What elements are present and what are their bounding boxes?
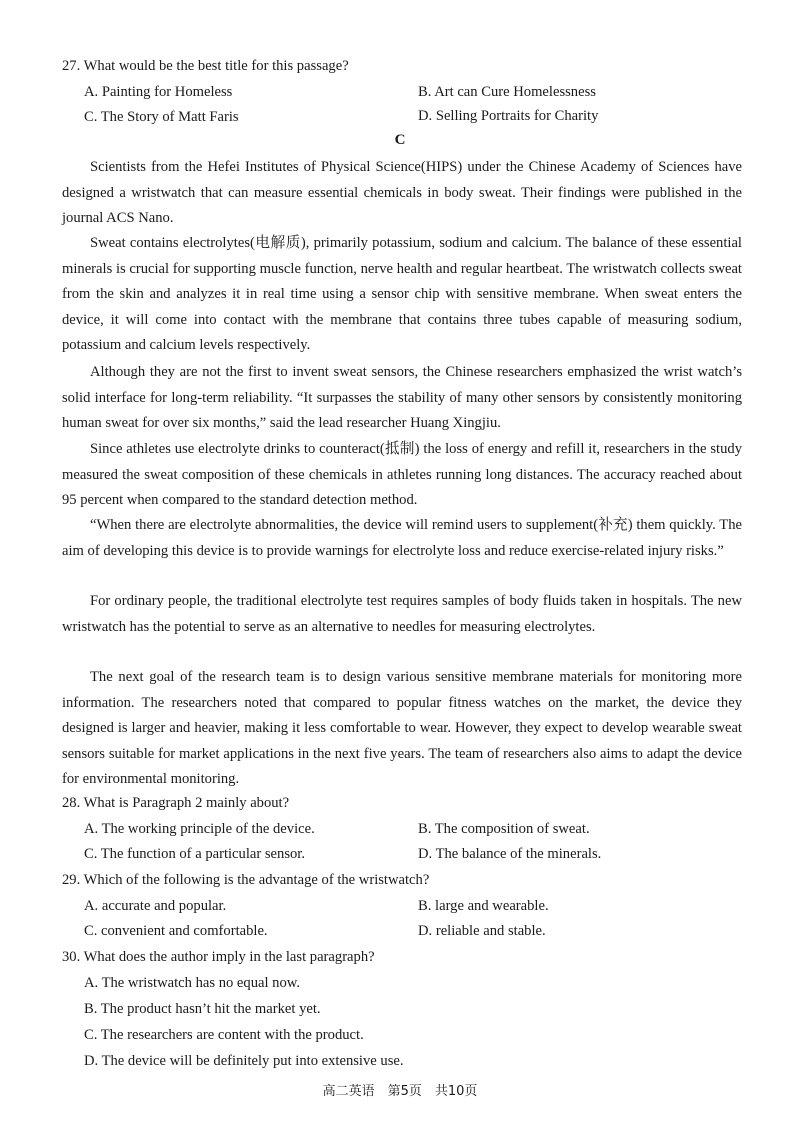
question-27-stem: 27. What would be the best title for this passage?	[62, 58, 349, 74]
question-27-option-a: A. Painting for Homeless	[84, 84, 233, 100]
question-29-stem: 29. Which of the following is the advantage of the wristwatch?	[62, 872, 430, 888]
passage-paragraph-6: For ordinary people, the traditional electrolyte test requires samples of body fluids taken in hospitals. The new wristwatch has the potential to serve as an alternative to needles for measuring electrolytes.	[62, 593, 742, 635]
question-27-option-c: C. The Story of Matt Faris	[84, 109, 239, 125]
question-30-option-c: C. The researchers are content with the product.	[84, 1027, 364, 1043]
passage-paragraph-7: The next goal of the research team is to design various sensitive membrane materials for monitoring more information. The researchers noted that compared to popular fitness watches on the market, the device they designed is larger and heavier, making it less comfortable to wear. However, they expect to develop wearable sweat sensors suitable for market applications in the next five years. The team of researchers also aims to adapt the device for environmental monitoring.	[62, 669, 742, 788]
passage-paragraph-4: Since athletes use electrolyte drinks to counteract(抵制) the loss of energy and refill it, researchers in the study measured the sweat composition of these chemicals in athletes running long distances. The accuracy reached about 95 percent when compared to the standard detection method.	[62, 441, 742, 509]
passage-paragraph-5: “When there are electrolyte abnormalities, the device will remind users to supplement(补充) them quickly. The aim of developing this device is to provide warnings for electrolyte loss and reduce exercise-related injury risks.”	[62, 517, 742, 559]
question-30-stem: 30. What does the author imply in the last paragraph?	[62, 949, 375, 965]
passage-paragraph-1: Scientists from the Hefei Institutes of Physical Science(HIPS) under the Chinese Academy of Sciences have designed a wristwatch that can measure essential chemicals in body sweat. Their findings were published in the journal ACS Nano.	[62, 159, 742, 227]
question-28-option-c: C. The function of a particular sensor.	[84, 846, 306, 862]
question-30-option-a: A. The wristwatch has no equal now.	[84, 975, 301, 991]
page-footer: 高二英语 第5页 共10页	[322, 1084, 478, 1099]
passage-paragraph-3: Although they are not the first to invent sweat sensors, the Chinese researchers emphasized the wrist watch’s solid interface for long-term reliability. “It surpasses the stability of many other sensors by consistently monitoring human sweat for over six months,” said the lead researcher Huang Xingjiu.	[62, 364, 742, 432]
question-29-option-b: B. large and wearable.	[418, 898, 549, 914]
question-29-option-a: A. accurate and popular.	[84, 898, 227, 914]
section-heading: C	[394, 132, 406, 148]
passage-paragraph-2: Sweat contains electrolytes(电解质), primarily potassium, sodium and calcium. The balance of these essential minerals is crucial for supporting muscle function, nerve health and regular heartbeat. The wristwatch collects sweat from the skin and analyzes it in real time using a sensor chip with sensitive membrane. When sweat enters the device, it will come into contact with the membrane that contains three tubes capable of measuring sodium, potassium and calcium levels respectively.	[62, 235, 742, 354]
question-30-option-b: B. The product hasn’t hit the market yet.	[84, 1001, 321, 1017]
question-27-option-d: D. Selling Portraits for Charity	[418, 108, 599, 124]
question-29-option-c: C. convenient and comfortable.	[84, 923, 268, 939]
question-27-option-b: B. Art can Cure Homelessness	[418, 84, 596, 100]
question-30-option-d: D. The device will be definitely put into extensive use.	[84, 1053, 404, 1069]
question-28-option-d: D. The balance of the minerals.	[418, 846, 602, 862]
question-29-option-d: D. reliable and stable.	[418, 923, 546, 939]
question-28-stem: 28. What is Paragraph 2 mainly about?	[62, 795, 290, 811]
question-28-option-b: B. The composition of sweat.	[418, 821, 590, 837]
question-28-option-a: A. The working principle of the device.	[84, 821, 315, 837]
